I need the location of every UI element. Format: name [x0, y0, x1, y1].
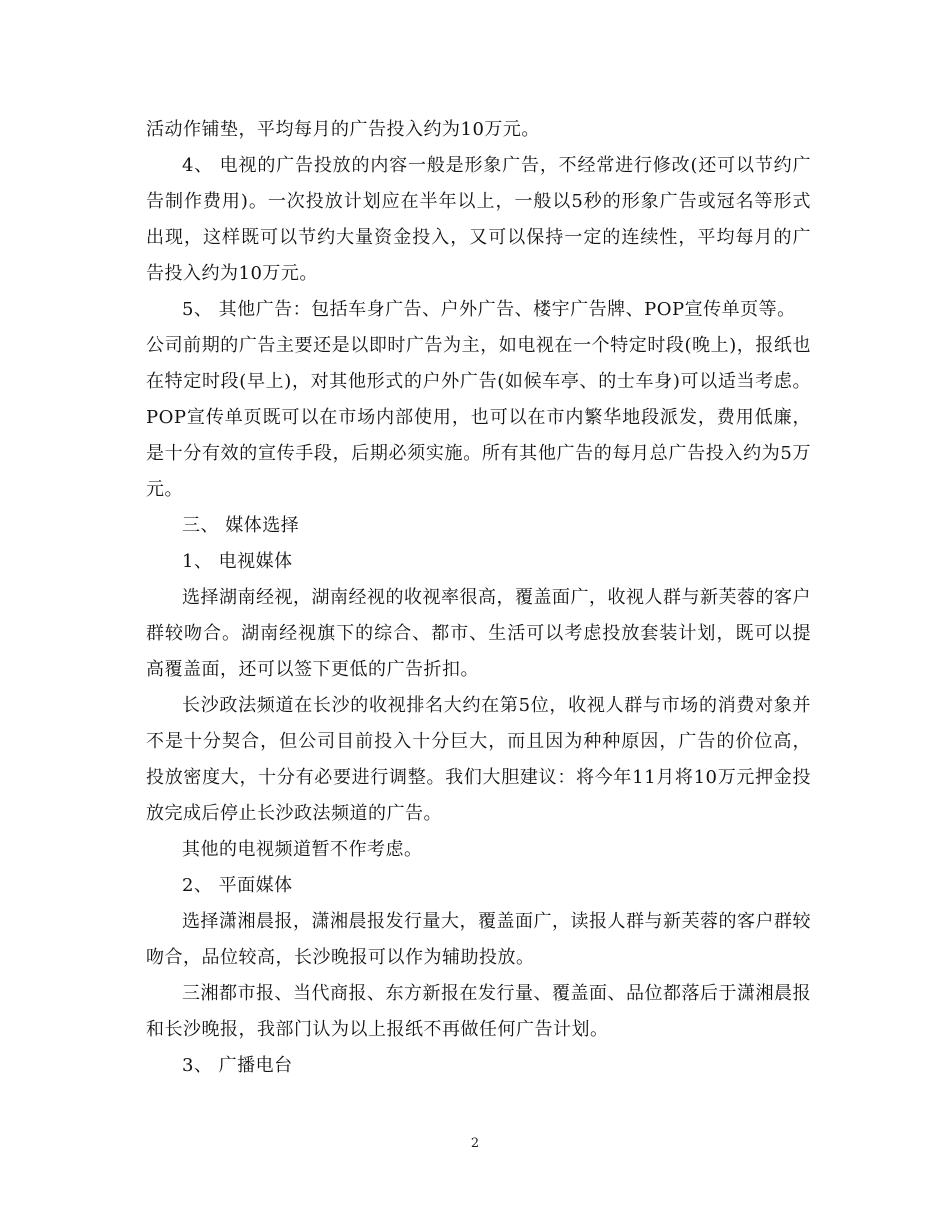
paragraph-hunan-tv: 选择湖南经视，湖南经视的收视率很高，覆盖面广，收视人群与新芙蓉的客户群较吻合。湖南经视旗下的综合、都市、生活可以考虑投放套装计划，既可以提高覆盖面，还可以签下更低的广告折扣。 [146, 587, 811, 680]
page-number: 2 [470, 1136, 480, 1151]
paragraph-other-newspapers: 三湘都市报、当代商报、东方新报在发行量、覆盖面、品位都落后于潇湘晨报和长沙晚报，我部门认为以上报纸不再做任何广告计划。 [146, 983, 811, 1040]
paragraph-changsha-channel: 长沙政法频道在长沙的收视排名大约在第5位，收视人群与市场的消费对象并不是十分契合，但公司目前投入十分巨大，而且因为种种原因，广告的价位高，投放密度大，十分有必要进行调整。我们大胆建议：将今年11月将10万元押金投放完成后停止长沙政法频道的广告。 [146, 695, 811, 824]
paragraph-3: 5、 其他广告：包括车身广告、户外广告、楼宇广告牌、POP宣传单页等。 [182, 299, 796, 320]
subheading-radio: 3、 广播电台 [182, 1055, 293, 1076]
paragraph-xiaoxiang-morning: 选择潇湘晨报，潇湘晨报发行量大，覆盖面广，读报人群与新芙蓉的客户群较吻合，品位较高，长沙晚报可以作为辅助投放。 [146, 911, 811, 968]
document-body [146, 112, 811, 1084]
subheading-tv-media: 1、 电视媒体 [182, 551, 293, 572]
section-heading-media-selection: 三、 媒体选择 [182, 515, 300, 536]
paragraph-1: 活动作铺垫，平均每月的广告投入约为10万元。 [146, 119, 540, 140]
paragraph-other-tv: 其他的电视频道暂不作考虑。 [182, 839, 423, 860]
subheading-print-media: 2、 平面媒体 [182, 875, 293, 896]
paragraph-2: 4、 电视的广告投放的内容一般是形象广告，不经常进行修改(还可以节约广告制作费用)。一次投放计划应在半年以上，一般以5秒的形象广告或冠名等形式出现，这样既可以节约大量资金投入，又可以保持一定的连续性，平均每月的广告投入约为10万元。 [146, 155, 811, 284]
paragraph-4: 公司前期的广告主要还是以即时广告为主，如电视在一个特定时段(晚上)，报纸也在特定时段(早上)，对其他形式的户外广告(如候车亭、的士车身)可以适当考虑。POP宣传单页既可以在市场内部使用，也可以在市内繁华地段派发，费用低廉，是十分有效的宣传手段，后期必须实施。所有其他广告的每月总广告投入约为5万元。 [146, 335, 811, 500]
